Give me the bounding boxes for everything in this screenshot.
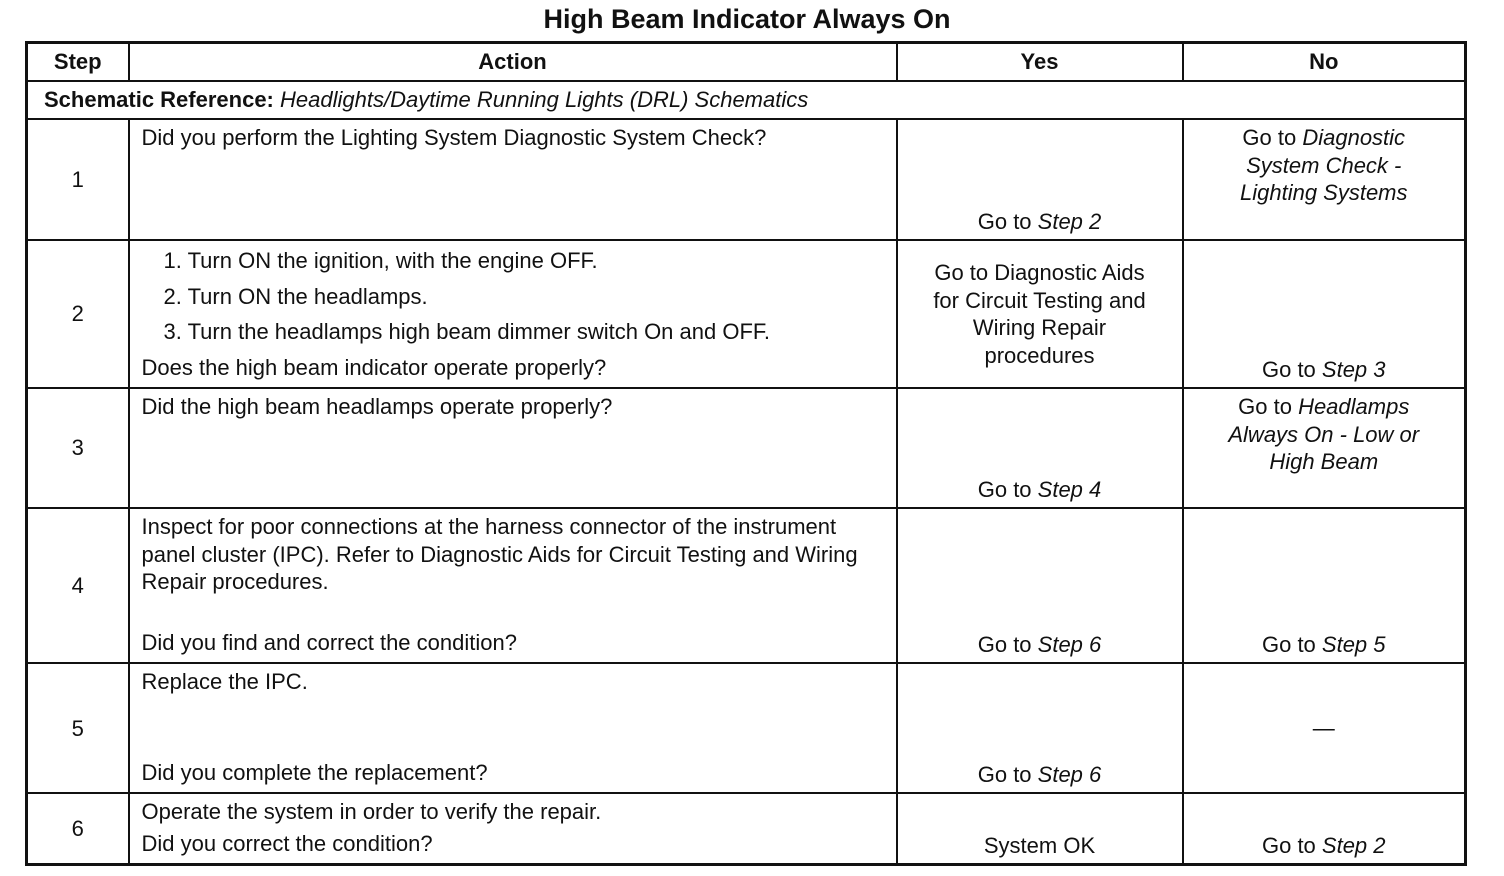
action-question: Did you find and correct the condition? [141,629,517,655]
diagnostic-table [25,41,1467,866]
yes-cell [897,388,1183,508]
no-dash: — [1312,715,1335,741]
no-prefix: Go to [1261,356,1322,382]
action-cell [129,388,897,508]
yes-instruction[interactable] [898,631,1182,659]
no-cell [1183,240,1466,388]
table-row [27,663,1466,793]
schematic-row [27,81,1466,119]
header-row [27,43,1466,82]
no-cell [1183,793,1466,864]
list-item: 1. Turn ON the ignition, with the engine OFF. [163,248,598,274]
header-no: No [1183,43,1466,82]
step-number: 4 [27,508,129,663]
table-row [27,119,1466,240]
yes-prefix: Go to [977,631,1038,657]
action-question: Did you correct the condition? [141,830,433,856]
no-link[interactable]: Step 5 [1321,631,1386,657]
action-text: Did you perform the Lighting System Diagnostic System Check? [141,125,767,151]
yes-prefix: Go to [977,761,1038,787]
action-text: Inspect for poor connections at the harness connector of the instrument panel cluster (IPC). Refer to Diagnostic Aids for Circuit Testing and Wiring Repair procedures. [141,514,858,595]
table-row [27,240,1466,388]
no-instruction[interactable] [1184,356,1465,384]
step-number: 6 [27,793,129,864]
no-instruction[interactable] [1184,832,1465,860]
step-number: 5 [27,663,129,793]
no-instruction[interactable] [1184,120,1465,207]
yes-link[interactable]: Step 6 [1037,761,1102,787]
yes-cell [897,663,1183,793]
yes-link[interactable]: Step 2 [1037,208,1102,234]
no-link[interactable]: Step 3 [1321,356,1386,382]
action-text: Did the high beam headlamps operate properly? [141,394,613,420]
yes-cell [897,119,1183,240]
no-cell [1183,508,1466,663]
no-link[interactable]: Diagnostic System Check - Lighting Systems [1239,125,1408,206]
no-prefix: Go to [1261,631,1322,657]
page-title: High Beam Indicator Always On [543,4,951,34]
header-yes: Yes [897,43,1183,82]
no-cell [1183,119,1466,240]
yes-instruction[interactable]: Go to Diagnostic Aids for Circuit Testing and Wiring Repair procedures [933,260,1146,368]
table-row [27,388,1466,508]
step-number: 3 [27,388,129,508]
action-cell [129,119,897,240]
table-row [27,793,1466,864]
schematic-link[interactable]: Headlights/Daytime Running Lights (DRL) Schematics [280,87,809,113]
yes-instruction[interactable] [898,208,1182,236]
table-row [27,508,1466,663]
list-item: 2. Turn ON the headlamps. [163,283,428,309]
action-text: Replace the IPC. [141,669,308,695]
no-link[interactable]: Headlamps Always On - Low or High Beam [1228,394,1420,475]
yes-prefix: Go to [977,208,1038,234]
action-cell [129,240,897,388]
step-number: 2 [27,240,129,388]
yes-instruction[interactable] [898,761,1182,789]
no-cell [1183,388,1466,508]
list-item: 3. Turn the headlamps high beam dimmer switch On and OFF. [163,319,771,345]
action-list [164,247,886,346]
yes-cell [897,240,1183,388]
action-text: Operate the system in order to verify the repair. [141,799,602,825]
yes-link[interactable]: Step 4 [1037,476,1102,502]
action-cell [129,793,897,864]
yes-instruction[interactable]: System OK [983,832,1096,858]
action-question: Does the high beam indicator operate properly? [141,354,607,380]
action-cell [129,508,897,663]
yes-cell [897,508,1183,663]
no-prefix: Go to [1261,832,1322,858]
no-prefix: Go to [1238,394,1299,420]
yes-instruction[interactable] [898,476,1182,504]
no-instruction[interactable] [1184,389,1465,476]
header-step: Step [27,43,129,82]
yes-cell [897,793,1183,864]
step-number: 1 [27,119,129,240]
yes-link[interactable]: Step 6 [1037,631,1102,657]
schematic-reference [27,81,1466,119]
no-link[interactable]: Step 2 [1321,832,1386,858]
no-cell [1183,663,1466,793]
action-question: Did you complete the replacement? [141,759,488,785]
no-instruction[interactable] [1184,631,1465,659]
yes-prefix: Go to [977,476,1038,502]
no-prefix: Go to [1242,125,1303,151]
action-cell [129,663,897,793]
schematic-label: Schematic Reference: [44,87,274,113]
header-action: Action [129,43,897,82]
